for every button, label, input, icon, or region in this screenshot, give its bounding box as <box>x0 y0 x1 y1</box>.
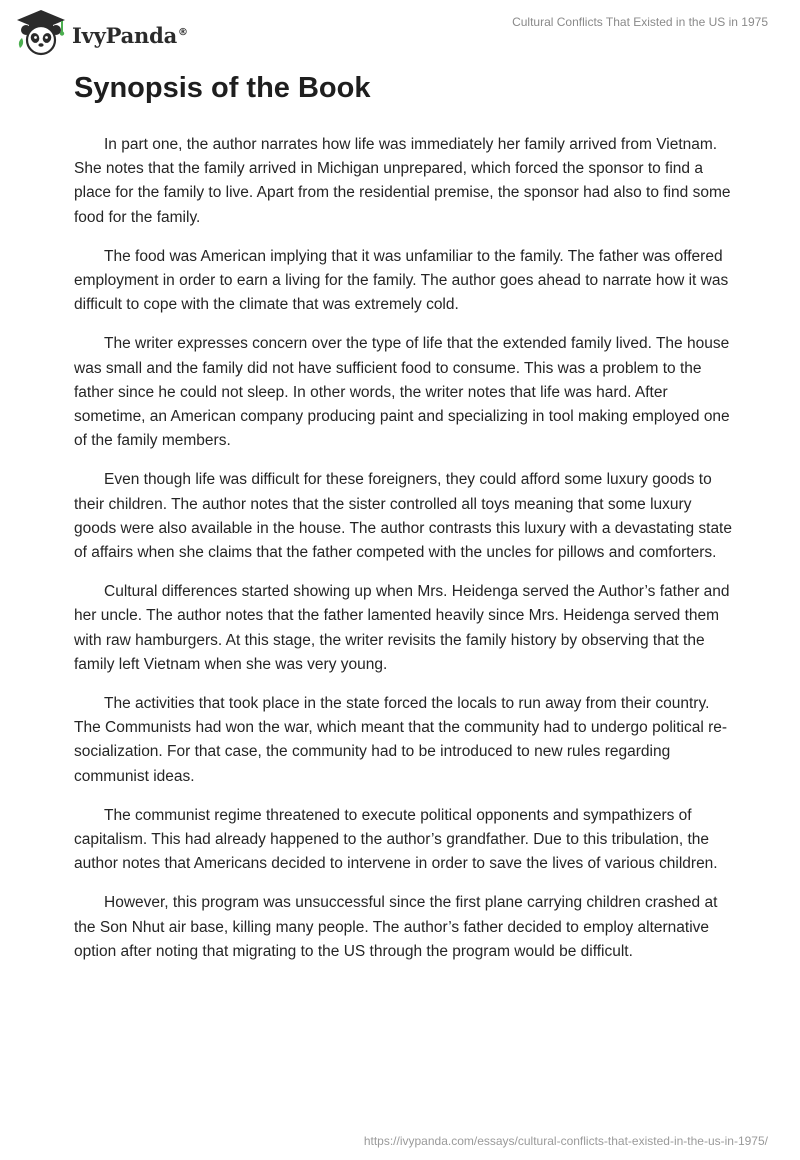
page-header <box>0 0 800 70</box>
brand-logo[interactable] <box>14 8 188 58</box>
paragraph: The activities that took place in the state forced the locals to run away from their country. The Communists had won the war, which meant that the community had to undergo political re-socialization. For that case, the community had to be introduced to new rules regarding communist ideas. <box>74 695 728 785</box>
panda-graduation-cap-icon <box>14 8 68 58</box>
paragraph: The food was American implying that it was unfamiliar to the family. The father was offered employment in order to earn a living for the family. The author goes ahead to narrate how it was difficult to cope with the climate that was extremely cold. <box>74 247 729 314</box>
paragraph: However, this program was unsuccessful since the first plane carrying children crashed at the Son Nhut air base, killing many people. The author’s father decided to employ alternative option after noting that migrating to the US through the program would be difficult. <box>74 894 718 960</box>
paragraph: The communist regime threatened to execute political opponents and sympathizers of capitalism. This had already happened to the author’s grandfather. Due to this tribulation, the author notes that Americans decided to intervene in order to save the lives of various children. <box>74 806 718 873</box>
paragraph: In part one, the author narrates how life was immediately her family arrived from Vietnam. She notes that the family arrived in Michigan unprepared, which forced the sponsor to find a place for the family to live. Apart from the residential premise, the sponsor had also to find some food for the family. <box>74 136 731 226</box>
source-url[interactable]: https://ivypanda.com/essays/cultural-conflicts-that-existed-in-the-us-in-1975/ <box>363 1134 768 1148</box>
paragraph: The writer expresses concern over the type of life that the extended family lived. The house was small and the family did not have sufficient food to consume. This was a problem to the father since he could not sleep. In other words, the writer notes that life was hard. After sometime, an American company producing paint and specializing in tool making employed one of the family members. <box>74 335 730 450</box>
registered-mark: ® <box>178 26 188 38</box>
essay-body <box>74 133 734 979</box>
paragraph: Cultural differences started showing up when Mrs. Heidenga served the Author’s father and her uncle. The author notes that the father lamented heavily since Mrs. Heidenga served them with raw hamburgers. At this stage, the writer revisits the family history by observing that the family left Vietnam when she was very young. <box>74 583 730 673</box>
brand-name: IvyPanda® <box>72 22 188 48</box>
document-title: Cultural Conflicts That Existed in the US in 1975 <box>512 15 768 29</box>
paragraph: Even though life was difficult for these foreigners, they could afford some luxury goods to their children. The author notes that the sister controlled all toys meaning that some luxury goods were also available in the house. The author contrasts this luxury with a devastating state of affairs when she claims that the father competed with the uncles for pillows and comforters. <box>74 471 732 562</box>
page-title: Synopsis of the Book <box>74 72 371 104</box>
